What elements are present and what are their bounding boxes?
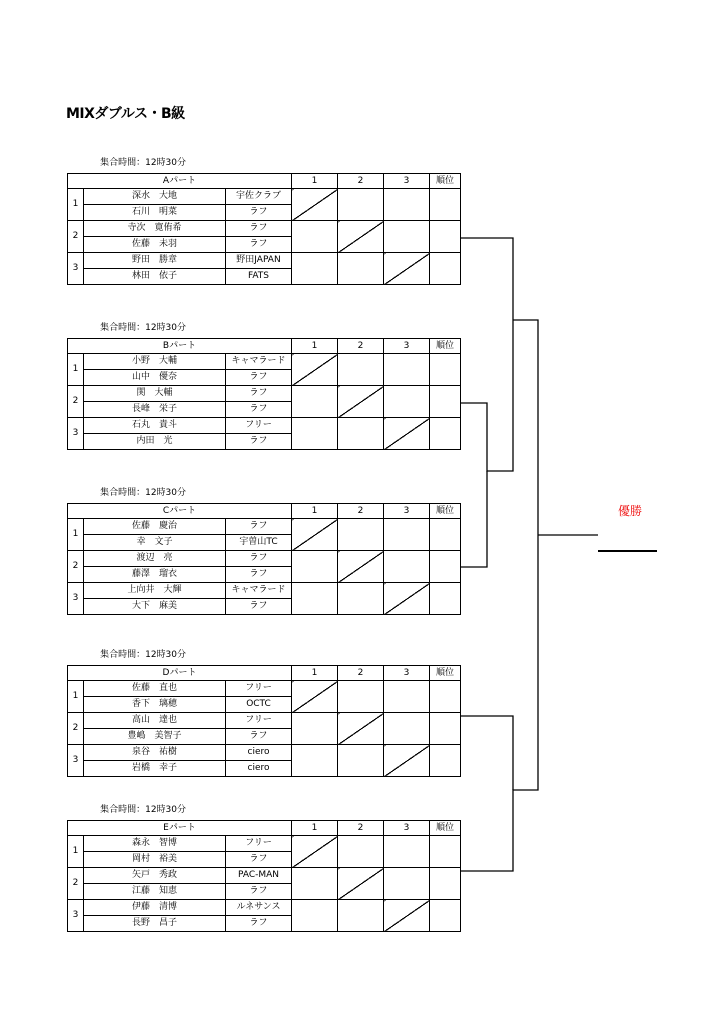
bracket-line-e	[460, 535, 538, 871]
rank-header: 順位	[430, 339, 461, 354]
rank-header: 順位	[430, 821, 461, 836]
player-club: フリー	[226, 836, 292, 852]
player-club: フリー	[226, 681, 292, 697]
player-club: ラフ	[226, 402, 292, 418]
player-club: ciero	[226, 745, 292, 761]
player-name: 長峰 栄子	[84, 402, 226, 418]
player-name: 石川 明菜	[84, 205, 226, 221]
col-1-header: 1	[292, 504, 338, 519]
rank-header: 順位	[430, 174, 461, 189]
winner-label: 優勝	[617, 504, 642, 518]
pool-name: Bパート	[68, 339, 292, 354]
player-club: ラフ	[226, 852, 292, 868]
team-number: 3	[68, 418, 84, 450]
player-name: 森永 智博	[84, 836, 226, 852]
pool-name: Aパート	[68, 174, 292, 189]
player-name: 石丸 貴斗	[84, 418, 226, 434]
player-club: キャマラード	[226, 354, 292, 370]
col-1-header: 1	[292, 339, 338, 354]
bracket-line-semi-top	[513, 320, 538, 535]
team-number: 2	[68, 551, 84, 583]
player-name: 高山 達也	[84, 713, 226, 729]
player-club: FATS	[226, 269, 292, 285]
player-name: 山中 優奈	[84, 370, 226, 386]
winner-line	[598, 550, 657, 552]
player-club: ラフ	[226, 884, 292, 900]
player-club: OCTC	[226, 697, 292, 713]
team-number: 2	[68, 713, 84, 745]
bracket-line-d	[460, 716, 513, 790]
player-club: ルネサンス	[226, 900, 292, 916]
player-name: 豊嶋 美智子	[84, 729, 226, 745]
team-number: 3	[68, 745, 84, 777]
player-club: 宇佐クラブ	[226, 189, 292, 205]
player-name: 上向井 大輝	[84, 583, 226, 599]
player-name: 佐藤 直也	[84, 681, 226, 697]
player-name: 深水 大地	[84, 189, 226, 205]
col-3-header: 3	[384, 504, 430, 519]
page-title: MIXダブルス・B級	[66, 106, 185, 122]
bracket-line-c	[460, 471, 487, 567]
player-name: 泉谷 祐樹	[84, 745, 226, 761]
col-2-header: 2	[338, 821, 384, 836]
player-club: ラフ	[226, 519, 292, 535]
meeting-time-a: 集合時間：12時30分	[100, 158, 186, 168]
player-name: 佐藤 慶治	[84, 519, 226, 535]
player-club: PAC-MAN	[226, 868, 292, 884]
player-club: ラフ	[226, 386, 292, 402]
team-number: 1	[68, 681, 84, 713]
team-number: 3	[68, 583, 84, 615]
player-club: ラフ	[226, 221, 292, 237]
player-name: 幸 文子	[84, 535, 226, 551]
player-name: 長野 昌子	[84, 916, 226, 932]
rank-header: 順位	[430, 666, 461, 681]
player-club: ラフ	[226, 237, 292, 253]
col-3-header: 3	[384, 821, 430, 836]
player-name: 林田 依子	[84, 269, 226, 285]
player-club: ラフ	[226, 370, 292, 386]
player-name: 佐藤 未羽	[84, 237, 226, 253]
col-2-header: 2	[338, 339, 384, 354]
col-3-header: 3	[384, 339, 430, 354]
pool-name: Dパート	[68, 666, 292, 681]
rank-header: 順位	[430, 504, 461, 519]
player-club: ラフ	[226, 205, 292, 221]
team-number: 2	[68, 386, 84, 418]
player-name: 野田 勝章	[84, 253, 226, 269]
player-club: ラフ	[226, 567, 292, 583]
player-name: 矢戸 秀政	[84, 868, 226, 884]
player-name: 伊藤 清博	[84, 900, 226, 916]
player-name: 岡村 裕美	[84, 852, 226, 868]
col-2-header: 2	[338, 666, 384, 681]
col-2-header: 2	[338, 174, 384, 189]
col-1-header: 1	[292, 174, 338, 189]
col-3-header: 3	[384, 666, 430, 681]
pool-name: Cパート	[68, 504, 292, 519]
team-number: 2	[68, 868, 84, 900]
col-1-header: 1	[292, 821, 338, 836]
player-club: ラフ	[226, 916, 292, 932]
player-club: キャマラード	[226, 583, 292, 599]
meeting-time-c: 集合時間：12時30分	[100, 488, 186, 498]
player-club: ラフ	[226, 599, 292, 615]
player-name: 岩橋 幸子	[84, 761, 226, 777]
meeting-time-b: 集合時間：12時30分	[100, 323, 186, 333]
col-1-header: 1	[292, 666, 338, 681]
player-club: 宇曽山TC	[226, 535, 292, 551]
team-number: 2	[68, 221, 84, 253]
team-number: 1	[68, 836, 84, 868]
player-club: ラフ	[226, 551, 292, 567]
team-number: 3	[68, 900, 84, 932]
team-number: 3	[68, 253, 84, 285]
meeting-time-e: 集合時間：12時30分	[100, 805, 186, 815]
team-number: 1	[68, 354, 84, 386]
player-name: 小野 大輔	[84, 354, 226, 370]
player-name: 藤澤 瑠衣	[84, 567, 226, 583]
team-number: 1	[68, 189, 84, 221]
player-club: ラフ	[226, 434, 292, 450]
player-name: 香下 璃穂	[84, 697, 226, 713]
bracket-line-b	[460, 320, 513, 471]
col-2-header: 2	[338, 504, 384, 519]
player-name: 内田 光	[84, 434, 226, 450]
player-name: 渡辺 亮	[84, 551, 226, 567]
bracket-line-a	[460, 238, 513, 320]
player-name: 寺次 寛侑希	[84, 221, 226, 237]
meeting-time-d: 集合時間：12時30分	[100, 650, 186, 660]
player-name: 関 大輔	[84, 386, 226, 402]
player-club: フリー	[226, 418, 292, 434]
team-number: 1	[68, 519, 84, 551]
player-name: 大下 麻美	[84, 599, 226, 615]
player-club: フリー	[226, 713, 292, 729]
pool-name: Eパート	[68, 821, 292, 836]
player-club: 野田JAPAN	[226, 253, 292, 269]
col-3-header: 3	[384, 174, 430, 189]
player-name: 江藤 知恵	[84, 884, 226, 900]
player-club: ciero	[226, 761, 292, 777]
player-club: ラフ	[226, 729, 292, 745]
